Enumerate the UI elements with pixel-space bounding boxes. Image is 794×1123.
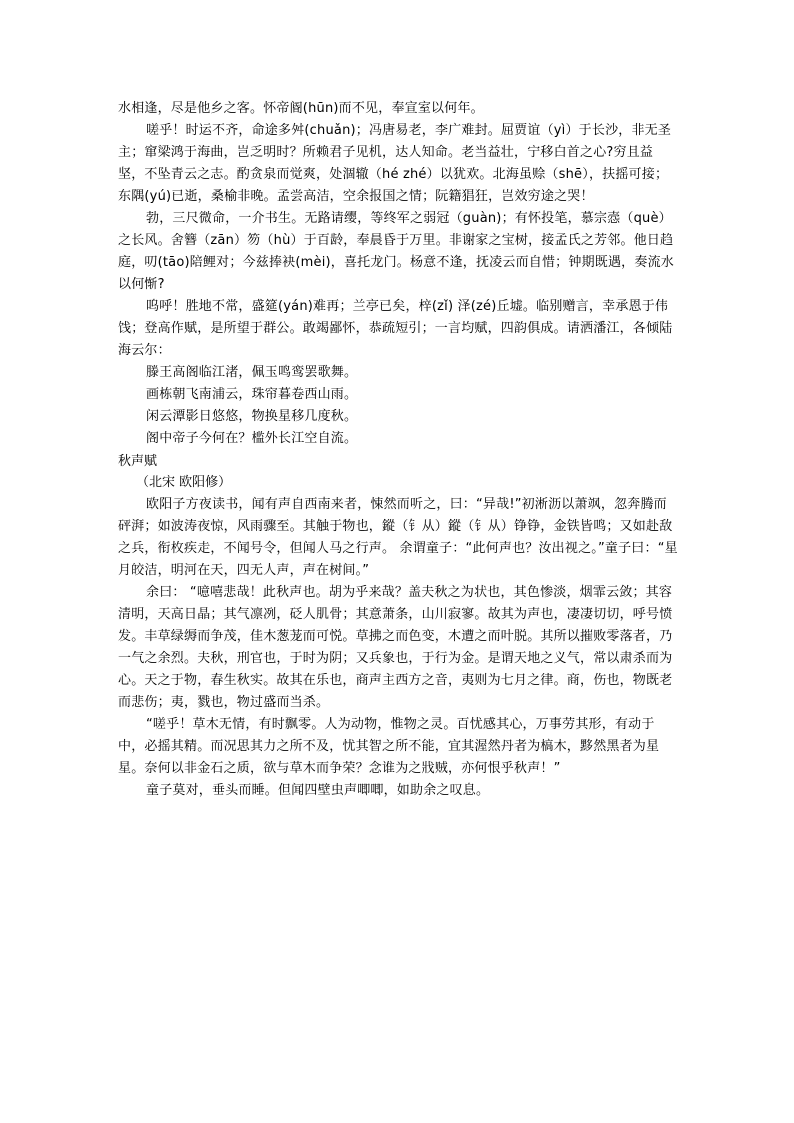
essay-paragraph-4: 童子莫对，垂头而睡。但闻四壁虫声唧唧，如助余之叹息。 — [146, 783, 490, 798]
poem-line: 画栋朝飞南浦云，珠帘暮卷西山雨。 — [146, 387, 358, 402]
essay-paragraph-3: “嗟乎！草木无情，有时飘零。人为动物，惟物之灵。百忧感其心，万事劳其形，有动于中，必摇其精。而况思其力之所不及，忧其智之所不能，宜其渥然丹者为槁木，黟然黑者为星星。奈何以非金石之质，欲与草木而争荣？念谁为之戕贼，亦何恨乎秋声！” — [118, 717, 660, 776]
tengwang-preface-section — [118, 98, 678, 450]
essay-paragraph-2: 余曰： “噫嘻悲哉！此秋声也。胡为乎来哉？盖夫秋之为状也，其色惨淡，烟霏云敛；其容清明，天高日晶；其气凛冽，砭人肌骨；其意萧条，山川寂寥。故其为声也，凄凄切切，呼号愤发。丰草绿缛而争茂，佳木葱茏而可悦。草拂之而色变，木遭之而叶脱。其所以摧败零落者，乃一气之余烈。夫秋，刑官也，于时为阴；又兵象也，于行为金。是谓天地之义气，常以肃杀而为心。天之于物，春生秋实。故其在乐也，商声主西方之音，夷则为七月之律。商，伤也，物既老而悲伤；夷，戮也，物过盛而当杀。 — [118, 585, 673, 710]
paragraph-4: 呜呼！胜地不常，盛筵(yán)难再；兰亭已矣，梓(zǐ) 泽(zé)丘墟。临别赠言，幸承恩于伟饯；登高作赋，是所望于群公。敢竭鄙怀，恭疏短引；一言均赋，四韵俱成。请洒潘江，各倾陆海云尔： — [118, 299, 673, 358]
poem-line: 滕王高阁临江渚，佩玉鸣鸾罢歌舞。 — [146, 365, 358, 380]
essay-title: 秋声赋 — [118, 454, 158, 469]
autumn-sound-essay — [118, 494, 678, 802]
poem-line: 阁中帝子今何在？槛外长江空自流。 — [146, 431, 358, 446]
essay-paragraph-1: 欧阳子方夜读书，闻有声自西南来者，悚然而听之，曰：“异哉!”初淅沥以萧飒，忽奔腾而砰湃；如波涛夜惊，风雨骤至。其触于物也，鏦（钅从）鏦（钅从）铮铮，金铁皆鸣；又如赴敌之兵，衔枚疾走，不闻号令，但闻人马之行声。 余谓童子：“此何声也？汝出视之。”童子曰：“星月皎洁，明河在天，四无人声，声在树间。” — [118, 497, 678, 578]
paragraph-1: 水相逢，尽是他乡之客。怀帝阍(hūn)而不见，奉宣室以何年。 — [118, 101, 484, 116]
poem — [118, 362, 678, 450]
paragraph-3: 勃，三尺微命，一介书生。无路请缨，等终军之弱冠（guàn)；有怀投笔，慕宗悫（què）之长风。舍簪（zān）笏（hù）于百龄，奉晨昏于万里。非谢家之宝树，接孟氏之芳邻。他日趋庭，叨(tāo)陪鲤对；今兹捧袂(mèi)，喜托龙门。杨意不逢，抚凌云而自惜；钟期既遇，奏流水以何惭? — [118, 211, 674, 292]
essay-author: （北宋 欧阳修） — [136, 475, 232, 490]
poem-line: 闲云潭影日悠悠，物换星移几度秋。 — [146, 409, 358, 424]
paragraph-2: 嗟乎！时运不齐，命途多舛(chuǎn)；冯唐易老，李广难封。屈贾谊（yì）于长沙，非无圣主；窜梁鸿于海曲，岂乏明时？所赖君子见机，达人知命。老当益壮，宁移白首之心?穷且益坚，不坠青云之志。酌贪泉而觉爽，处涸辙（hé zhé）以犹欢。北海虽赊（shē），扶摇可接；东隅(yú)已逝，桑榆非晚。孟尝高洁，空余报国之情；阮籍猖狂，岂效穷途之哭！ — [118, 123, 672, 204]
